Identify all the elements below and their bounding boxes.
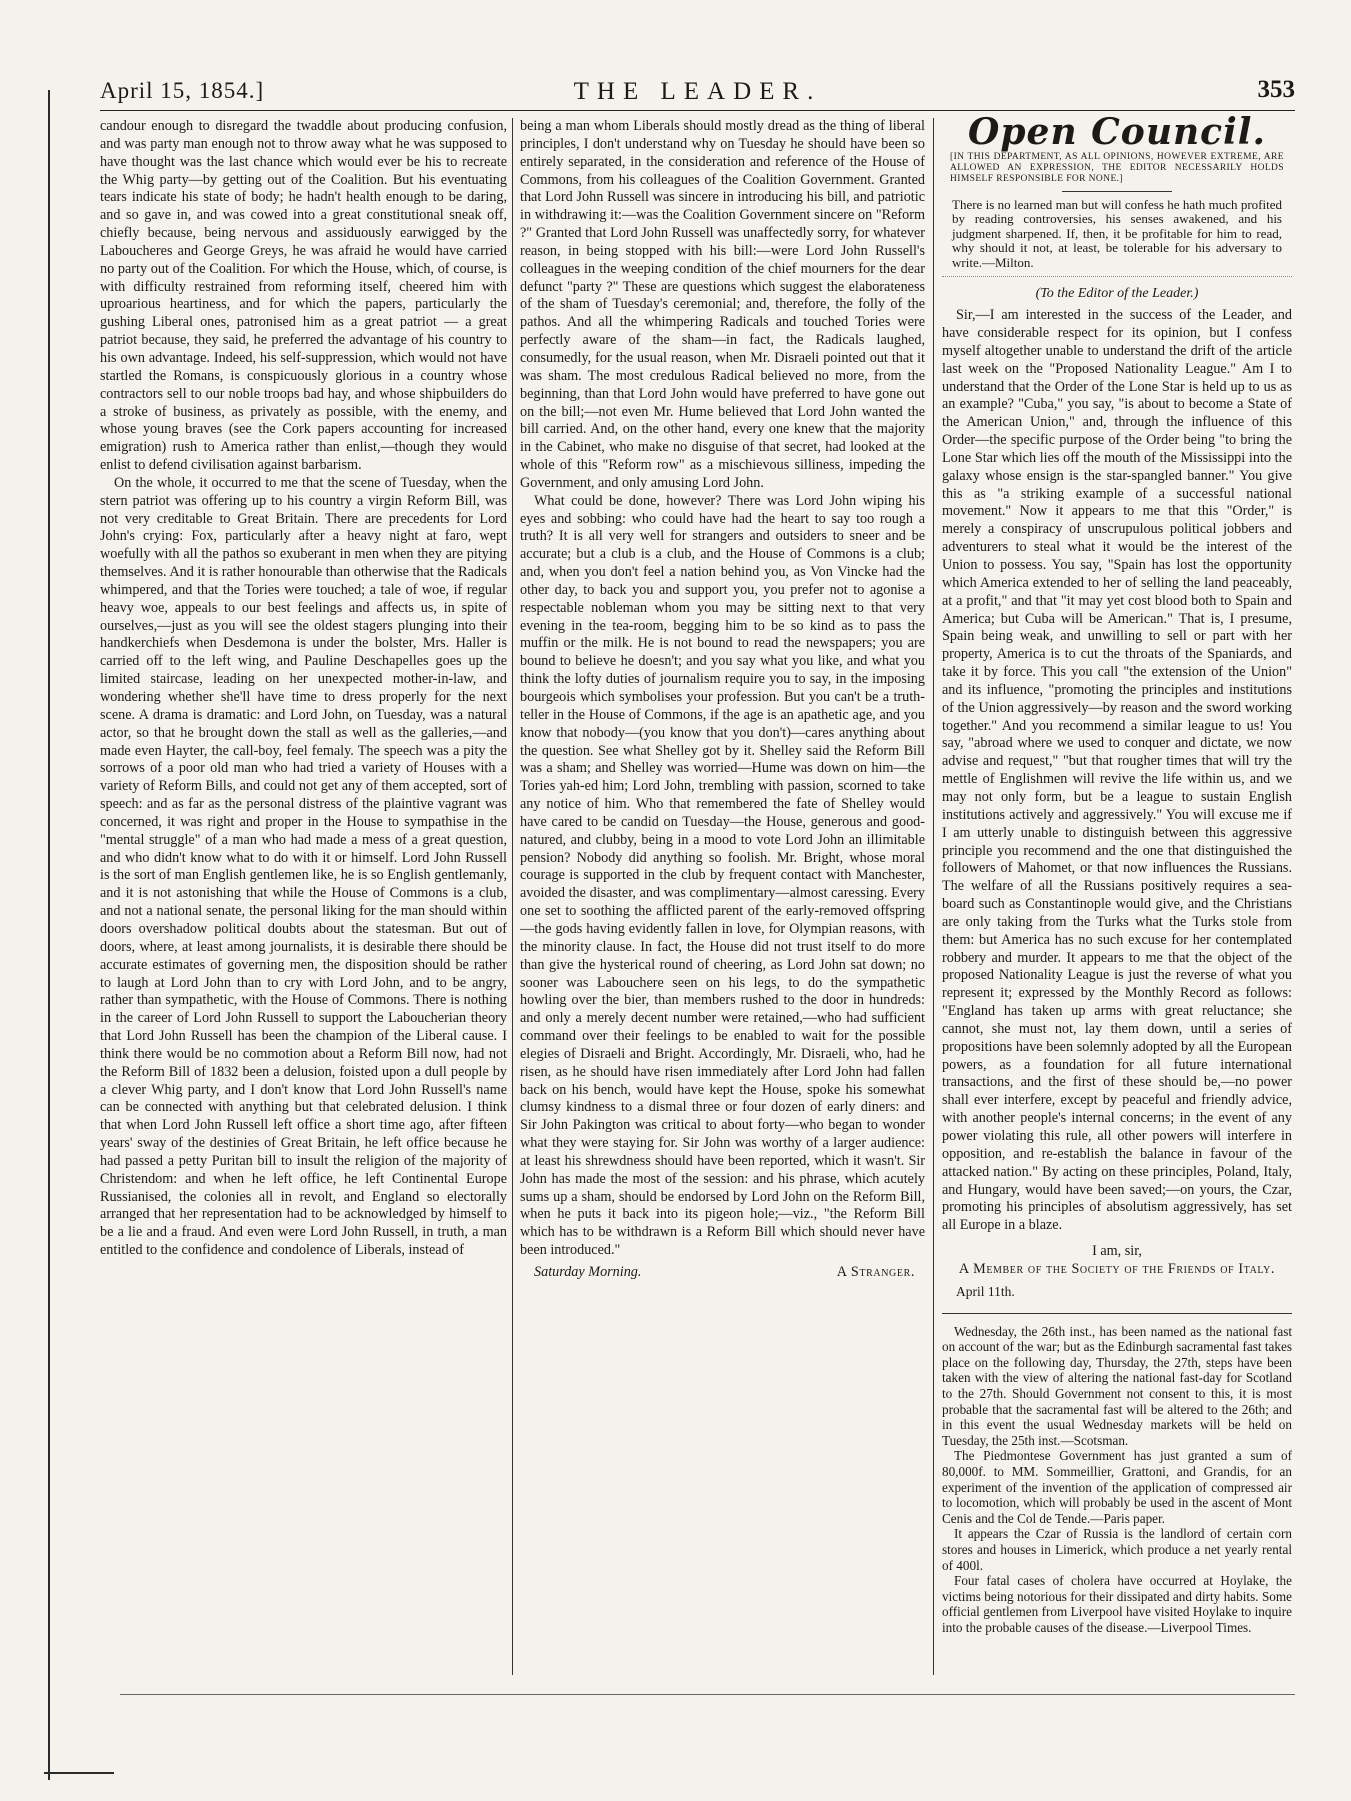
column-divider-1: [512, 118, 513, 1675]
col2-closing: [520, 1264, 925, 1282]
news-item: Four fatal cases of cholera have occurred at Hoylake, the victims being notorious for their dissipated and dirty habits. Some official gentlemen from Liverpool have visited Hoylake to inquire into the probable causes of the disease.—Liverpool Times.: [942, 1573, 1292, 1635]
bottom-rule: [120, 1694, 1295, 1695]
closing-signature: A Stranger.: [836, 1264, 915, 1280]
news-item: Wednesday, the 26th inst., has been named as the national fast on account of the war; but as the Edinburgh sacramental fast takes place on the following day, Thursday, the 27th, steps have been taken with the view of altering the national fast-day for Scotland to the 27th. Should Government not consent to this, it is most probable that the sacramental fast will be altered to the 26th; and in this event the usual Wednesday markets will be held on Tuesday, the 25th inst.—Scotsman.: [942, 1323, 1292, 1448]
header-date: April 15, 1854.]: [100, 78, 265, 103]
section-title: Open Council.: [968, 111, 1266, 153]
epigraph: There is no learned man but will confess he hath much profited by reading controversies, his senses awakened, and his judgment sharpened. If, then, it be profitable for him to read, why should it not, at least, be tolerable for his adversary to write.—Milton.: [952, 196, 1282, 270]
column-2: [520, 118, 925, 1282]
column-3: [942, 111, 1292, 1635]
col2-paragraph: What could be done, however? There was Lord John wiping his eyes and sobbing: who could have had the heart to say too rough a truth? It is all very well for strangers and outsiders to sneer and be accurate; but a club is a club, and the House of Commons is a club; and, when you don't feel a nation behind you, as Von Vincke had the other day, to back you and support you, you prefer not to agonise a respectable nobleman whom you may be sitting next to that very evening in the tea-room, begging him to be so kind as to pass the muffin or the milk. He is not bound to read the newspapers; you are bound to believe he doesn't; and you say what you like, and what you think the lofty duties of journalism require you to say, in the imposing bourgeois which symbolises your profession. But you can't be a truth-teller in the House of Commons, if the age is an apathetic age, and you know that nobody—(you know that you don't)—cares anything about the question. See what Shelley got by it. Shelley said the Reform Bill was a sham; and Shelley was worried—Hume was down on him—the Tories yah-ed him; Lord John, trembling with passion, scorned to take any notice of him. Who that remembered the fate of Shelley would have cared to be candid on Tuesday—the House, generous and good-natured, and clubby, being in a mood to vote Lord John an illimitable pension? Nobody did anything so foolish. Mr. Bright, whose moral courage is supported in the club by frequent contact with Manchester, avoided the disaster, and was complimentary—almost caressing. Every one set to soothing the afflicted parent of the early-removed offspring—the gods having evidently fallen in love, for Olympian reasons, with the minority clause. In fact, the House did not trust itself to do more than give the hysterical round of cheering, as Lord John sat down; no sooner was Labouchere seen on his legs, to do the sympathetic howling over the bier, than members rushed to the door in hundreds: and only a merely decent number were retained,—who had sufficient command over their feelings to be enabled to wait for the possible elegies of Disraeli and Bright. Accordingly, Mr. Disraeli, who, had he risen, as he should have risen immediately after Lord John had fallen back on his bench, would have kept the House, spoke his somewhat clumsy kindness to a dismal three or four dozen of early diners: and Sir John Pakington was critical to about forty—who began to wonder what they were staying for. Sir John was worthy of a larger audience: at least his shrewdness should have been reported, which it wasn't. Sir John has made the most of the session: and his phrase, which acutely sums up a sham, should be endorsed by Lord John on the Reform Bill, when he puts it back into its pigeon hole;—viz., "the Reform Bill which has to be withdrawn is a Reform Bill which should never have been introduced.": [520, 492, 925, 1259]
binding-base-mark: [44, 1772, 114, 1774]
column-1: [100, 118, 507, 1260]
letter-signature: A Member of the Society of the Friends of Italy.: [958, 1260, 1276, 1277]
news-items: [942, 1324, 1292, 1636]
letter-date: April 11th.: [956, 1283, 1015, 1299]
news-item: It appears the Czar of Russia is the landlord of certain corn stores and houses in Limerick, which produce a net yearly rental of 400l.: [942, 1526, 1292, 1573]
page-header: [100, 78, 1295, 112]
news-item: The Piedmontese Government has just granted a sum of 80,000f. to MM. Sommeillier, Grattoni, and Grandis, for an experiment of the invention of the application of compressed air to locomotion, which will probably be used in the ascent of Mont Cenis and the Col de Tende.—Paris paper.: [942, 1448, 1292, 1526]
letter-paragraph: Sir,—I am interested in the success of the Leader, and have considerable respect for its opinion, but I confess myself altogether unable to understand the drift of the article last week on the "Proposed Nationality League." Am I to understand that the Order of the Lone Star is held up to us as an example? "Cuba," you say, "is about to become a State of the American Union," and, through the influence of this Order—the specific purpose of the Order being "to bring the Lone Star which lies off the mouth of the Mississippi into the galaxy whose ensign is the star-spangled banner." You give this as "a striking example of a successful national movement." Now it appears to me that this "Order," is merely a conspiracy of unscrupulous political jobbers and adventurers to steal what it would be the interest of the Union to possess. You say, "Spain has lost the opportunity which America extended to her of selling the land peaceably, at a profit," and that "it may yet cost blood both to Spain and America; but Cuba will be American." That is, I presume, Spain being weak, and unwilling to sell or part with her property, America is to cut the throats of the Spaniards, and take it by force. This you call "the extension of the Union" and its influence, "promoting the principles and institutions of the Union aggressively—by reason and the sword working together." And you recommend a similar league to us! You say, "abroad where we used to conquer and dictate, we now advise and request," "but that rougher times that will try the mettle of Englishmen will revive the life within us, and we may not only form, but be a league to sustain English institutions actively and aggressively." You will excuse me if I am utterly unable to distinguish between this aggressive principle you recommend and the one that distinguished the followers of Mahomet, or that now influences the Russians. The welfare of all the Russians positively requires a sea-board such as Constantinople would give, and the Christians are only taking from the Turks what the Turks stole from them: but America has no such excuse for her contemplated robbery and murder. It appears to me that the object of the proposed Nationality League is just the reverse of what you represent it; expressed by the Monthly Record as follows: "England has taken up arms with great reluctance; she cannot, she must not, lay them down, until a series of propositions have been solemnly adopted by all the European powers, as a foundation for all future international transactions, and the first of these should be,—no power shall ever interfere, except by peaceful and friendly advice, with another people's internal concerns; in the event of any power violating this rule, all other powers will interfere in opposition, and re-establish the balance in favour of the attacked nation." By acting on these principles, Poland, Italy, and Hungary, would have been saved;—on yours, the Czar, promoting his principles of absolutism aggressively, has set all Europe in a blaze.: [942, 307, 1292, 1234]
dotted-divider: [942, 276, 1292, 277]
binding-margin-line: [48, 90, 50, 1780]
col2-paragraph: being a man whom Liberals should mostly dread as the thing of liberal principles, I don't understand why on Tuesday he should have been so entirely separated, in the consideration and reference of the House of Commons, from his colleagues of the Coalition Government. Granted that Lord John Russell was sincere in introducing his bill, and patriotic in withdrawing it:—was the Coalition Government sincere on "Reform ?" Granted that Lord John Russell was unaffectedly sorry, for whatever reason, in being stopped with his bill:—were Lord John Russell's colleagues in the weeping condition of the chief mourners for the dear defunct "party ?" These are questions which suggest the elaborateness of the sham of Tuesday's ceremonial; and, therefore, the folly of the pathos. And all the whimpering Radicals and touched Tories were perfectly aware of the sham—in fact, the Radicals laughed, consumedly, for the usual reason, when Mr. Disraeli pointed out that it was sham. The most credulous Radical believed no more, from the beginning, than that Lord John would have preferred to have gone out on the bill;—not even Mr. Hume believed that Lord John wanted the bill carried. And, on the other hand, every one knew that the majority in the Cabinet, who make no disguise of that secret, had looked at the whole of this "Reform row" as a mischievous silliness, impeding the Government, and only amusing Lord John.: [520, 118, 925, 491]
column-divider-2: [933, 118, 934, 1675]
letter-addressee: (To the Editor of the Leader.): [1035, 286, 1199, 302]
editorial-note: [IN THIS DEPARTMENT, AS ALL OPINIONS, HOWEVER EXTREME, ARE ALLOWED AN EXPRESSION, THE EDITOR NECESSARILY HOLDS HIMSELF RESPONSIBLE FOR NONE.]: [950, 151, 1284, 184]
letter-signoff: I am, sir,: [1092, 1243, 1142, 1260]
newspaper-title: THE LEADER.: [573, 78, 822, 105]
divider: [1062, 191, 1172, 192]
closing-date: Saturday Morning.: [534, 1264, 642, 1280]
news-divider: [942, 1313, 1292, 1314]
col1-paragraph: candour enough to disregard the twaddle about producing confusion, and was party man enough not to throw away what he was supposed to have thought was the last chance which would ever be his to recreate the Whig party—by getting out of the Coalition. But his eventuating tears indicate his state of body; he hadn't health enough to be daring, and so gave in, and was cowed into a great constitutional sneak off, chiefly because, being nervous and assiduously earwigged by the Laboucheres and George Greys, he was afraid he would have carried no party out of the Coalition. For which the House, which, of course, is with difficulty restrained from reforming itself, cheered him with uproarious heartiness, and for which the papers, particularly the gushing Liberal ones, patronised him as a great patriot — a great patriot because, they said, he preferred the advantage of his country to his own advantage. Indeed, his self-suppression, which would not have startled the Romans, is conspicuously glorious in a country whose contractors sell to our noble troops bad hay, and whose shipbuilders do a stroke of business, as privately as possible, with the enemy, and whose young braves (see the Cork papers accounting for increased emigration) rush to America rather than enlist,—though they would enlist to defend civilisation against barbarism.: [100, 118, 507, 474]
letter-body: [942, 307, 1292, 1300]
col1-paragraph: On the whole, it occurred to me that the scene of Tuesday, when the stern patriot was offering up to his country a virgin Reform Bill, was not very creditable to Great Britain. There are precedents for Lord John's crying: Fox, particularly after a heavy night at faro, wept woefully with all the pathos so exuberant in men when they are pitying themselves. And it is rather honourable than otherwise that the Radicals whimpered, and that the Tories were touched; a tale of woe, if regular heavy woe, appeals to our best feelings and affects us, in spite of ourselves,—just as you will see the oldest stagers plunging into their handkerchiefs when Desdemona is under the bolster, Mrs. Haller is carried off to the left wing, and Pauline Deschapelles goes up the limited staircase, leading on her unexpected mother-in-law, and wondering whether she'll have time to dress properly for the next scene. A drama is dramatic: and Lord John, on Tuesday, was a natural actor, so that he brought down the stall as well as the galleries,—and made even Hayter, the call-boy, feel femaly. The speech was a pity the sorrows of a poor old man who had tried a variety of Houses with a variety of Reform Bills, and could not get any of them accepted, sort of speech: and as far as the personal distress of the plaintive vagrant was concerned, it was right and proper in the House to sympathise in the "mental struggle" of a man who had made a mess of a great question, and who didn't know what to do with it or himself. Lord John Russell is the sort of man English gentlemen like, he is so English gentlemanly, and it is not astonishing that while the House of Commons is a club, and not a national senate, the personal liking for the man should within doors overshadow political doubts about the statesman. But out of doors, where, at least among journalists, it is desirable there should be accurate estimates of governing men, the disposition should be rather to laugh at Lord John than to cry with Lord John, and to be angry, rather than sympathetic, with the House of Commons. There is nothing in the career of Lord John Russell to support the Laboucherian theory that Lord John Russell has been the champion of the Liberal cause. I think there would be no commotion about a Reform Bill now, had not the Reform Bill of 1832 been a delusion, foisted upon a dull people by a clever Whig party, and I don't know that Lord John Russell's name can be connected with anything but that celebrated delusion. I think that when Lord John Russell left office a short time ago, after fifteen years' sway of the destinies of Great Britain, he left office because he had passed a petty Puritan bill to insult the religion of the majority of Christendom: and when he left office, he left Continental Europe Russianised, the colonies all in revolt, and England so electorally arranged that her representation had to be acknowledged by himself to be a lie and a fraud. And even were Lord John Russell, in truth, a man entitled to the confidence and condolence of Liberals, instead of: [100, 474, 507, 1259]
page-number: 353: [1257, 76, 1295, 103]
